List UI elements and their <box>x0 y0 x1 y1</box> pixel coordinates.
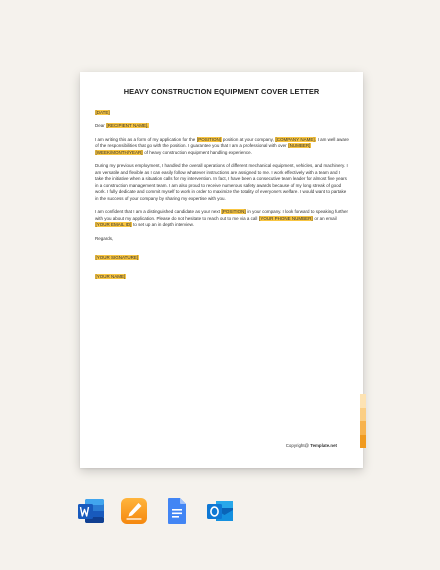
phone-placeholder: [YOUR PHONE NUMBER] <box>259 215 313 221</box>
date-placeholder: [DATE] <box>95 110 110 115</box>
email-placeholder: [YOUR EMAIL ID] <box>95 222 132 228</box>
company-placeholder: [COMPANY NAME]. <box>275 136 316 142</box>
position-placeholder: [POSITION] <box>197 136 222 142</box>
letter-preview-page <box>80 72 363 468</box>
position-placeholder-2: [POSITION] <box>221 209 246 215</box>
google-docs-icon[interactable] <box>162 496 192 526</box>
page-edge-accent <box>360 394 366 448</box>
document-title: HEAVY CONSTRUCTION EQUIPMENT COVER LETTER <box>123 87 320 96</box>
outlook-icon[interactable] <box>205 496 235 526</box>
copyright-notice: Copyright@ Template.net <box>285 443 337 448</box>
name-placeholder: [YOUR NAME] <box>95 274 126 280</box>
period-placeholder: [WEEK/MONTH/YEAR] <box>95 149 143 155</box>
paragraph-2: During my previous employment, I handled the overall operations of different mechanical equipment, vehicles, and machinery. I am versatile and flexible as I can easily follow whatever instructions are assigned to me. I work effectively with a team and I take the initiative when a situation calls for my intervention. In fact, I have been a consecutive team leader for almost five years in a construction management team. I am also proud to receive numerous safety awards because of my long streak of good work. I fully dedicate and commit myself to work in order to maximize the totality of everyone's welfare. I would want to partake in the success of your company by sharing my expertise with you. <box>95 163 348 201</box>
word-icon[interactable] <box>76 496 106 526</box>
download-formats <box>76 496 235 526</box>
letter-body <box>95 110 349 288</box>
number-placeholder: [NUMBER] <box>288 143 311 149</box>
paragraph-3: I am confident that I am a distinguished candidate as your next [POSITION] in your company. I look forward to speaking further with you about my application. Please do not hesitate to reach out to me via a call [YOUR PHONE NUMBER] or an email [YOUR EMAIL ID] to set up an in depth interview. <box>95 209 349 228</box>
paragraph-1: I am writing this as a form of my application for the [POSITION] position at your company, [COMPANY NAME]. I am well aware of the responsibilities that go with the position. I guarantee you that I am a professional with over [NUMBER] [WEEK/MONTH/YEAR] of heavy construction equipment handling experience. <box>95 136 349 155</box>
recipient-placeholder: [RECIPIENT NAME], <box>106 123 149 129</box>
closing: Regards, <box>95 235 114 241</box>
salutation: Dear [RECIPIENT NAME], <box>95 123 149 129</box>
signature-placeholder: [YOUR SIGNATURE] <box>95 255 139 261</box>
pages-icon[interactable] <box>119 496 149 526</box>
